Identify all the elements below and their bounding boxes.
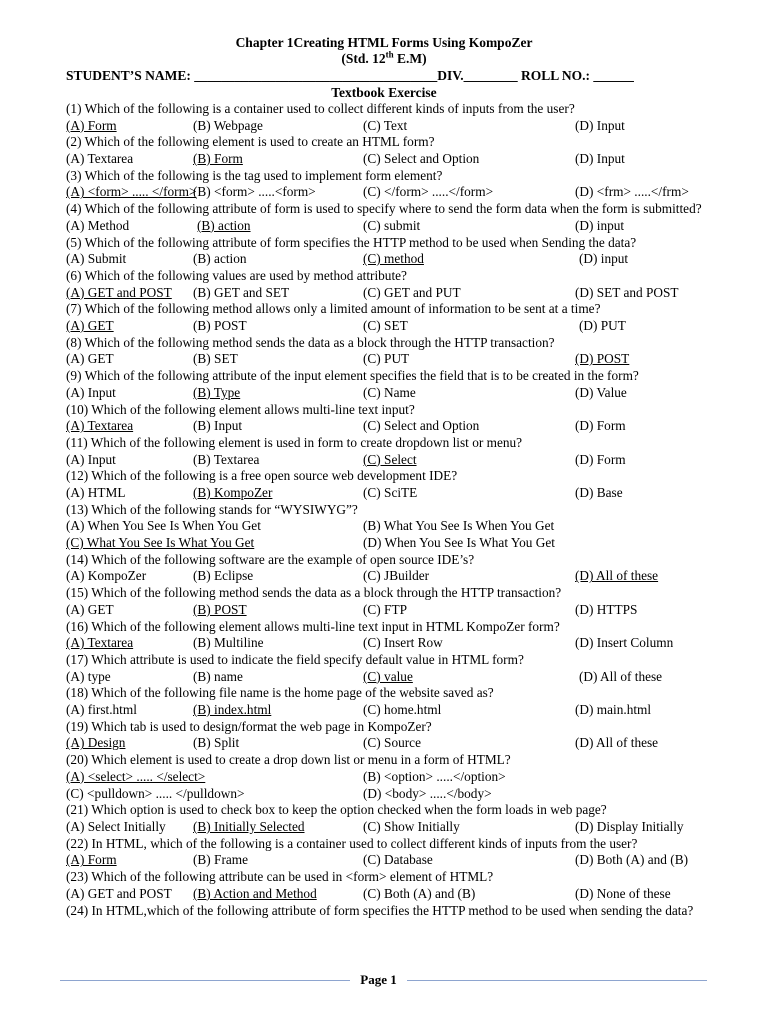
question-text: (22) In HTML, which of the following is a container used to collect different kinds of inputs from the user?	[66, 835, 638, 851]
option: (A) Design	[66, 735, 126, 751]
option: (B) action	[193, 251, 247, 267]
option: (C) Both (A) and (B)	[363, 885, 476, 901]
option: (C) Select and Option	[363, 150, 480, 166]
question-text: (23) Which of the following attribute can be used in <form> element of HTML?	[66, 869, 494, 885]
option: (D) All of these	[575, 568, 659, 584]
option: (D) input	[575, 217, 625, 233]
options-row	[66, 535, 716, 552]
option: (C) </form> .....</form>	[363, 184, 494, 200]
options-row	[66, 518, 716, 535]
option: (C) FTP	[363, 601, 407, 617]
option: (C) GET and PUT	[363, 284, 461, 300]
question-list	[66, 101, 716, 919]
option: (D) All of these	[579, 668, 663, 684]
option: (D) When You See Is What You Get	[363, 535, 555, 551]
option: (C) home.html	[363, 702, 442, 718]
option: (A) HTML	[66, 484, 126, 500]
option: (D) Insert Column	[575, 635, 674, 651]
question-text: (10) Which of the following element allows multi-line text input?	[66, 401, 415, 417]
question-text: (21) Which option is used to check box to keep the option checked when the form loads in web page?	[66, 802, 607, 818]
option: (A) <form> ..... </form>	[66, 184, 197, 200]
option: (D) <frm> .....</frm>	[575, 184, 689, 200]
question-text: (20) Which element is used to create a drop down list or menu in a form of HTML?	[66, 752, 511, 768]
options-row	[66, 735, 716, 752]
option: (A) Form	[66, 852, 117, 868]
question-text: (16) Which of the following element allows multi-line text input in HTML KompoZer form?	[66, 618, 560, 634]
page-number: Page 1	[360, 972, 397, 987]
option: (C) SET	[363, 317, 408, 333]
option: (C) Name	[363, 384, 416, 400]
option: (A) Method	[66, 217, 130, 233]
option: (B) SET	[193, 351, 238, 367]
option: (C) method	[363, 251, 424, 267]
question-text: (2) Which of the following element is used to create an HTML form?	[66, 134, 435, 150]
options-row	[66, 635, 716, 652]
option: (B) GET and SET	[193, 284, 290, 300]
option: (D) <body> .....</body>	[363, 785, 492, 801]
option: (A) GET and POST	[66, 885, 172, 901]
question-text: (19) Which tab is used to design/format the web page in KompoZer?	[66, 718, 432, 734]
option: (A) GET	[66, 351, 114, 367]
std-prefix: (Std. 12	[341, 51, 386, 66]
option: (A) type	[66, 668, 111, 684]
option: (C) submit	[363, 217, 421, 233]
question-text: (5) Which of the following attribute of form specifies the HTTP method to be used when Sending the data?	[66, 234, 637, 250]
option: (D) PUT	[579, 317, 626, 333]
options-row	[66, 568, 716, 585]
options-row	[66, 702, 716, 719]
option: (C) <pulldown> ..... </pulldown>	[66, 785, 245, 801]
option: (C) JBuilder	[363, 568, 430, 584]
option: (B) Initially Selected	[193, 819, 305, 834]
footer-rule-left	[60, 980, 350, 981]
option: (B) index.html	[193, 702, 272, 718]
option: (D) SET and POST	[575, 284, 679, 300]
option: (A) When You See Is When You Get	[66, 518, 261, 534]
option: (C) Show Initially	[363, 819, 460, 834]
option: (D) Form	[575, 451, 626, 467]
options-row	[66, 318, 716, 335]
option: (D) main.html	[575, 702, 652, 718]
footer-rule-right	[407, 980, 707, 981]
option: (B) POST	[193, 317, 247, 333]
option: (C) What You See Is What You Get	[66, 535, 255, 551]
question-text: (1) Which of the following is a container used to collect different kinds of inputs from the user?	[66, 101, 575, 116]
option: (D) Base	[575, 484, 623, 500]
option: (D) Value	[575, 384, 627, 400]
option: (B) Input	[193, 418, 243, 434]
option: (A) Textarea	[66, 150, 134, 166]
options-row	[66, 452, 716, 469]
options-row	[66, 285, 716, 302]
option: (B) action	[197, 217, 251, 233]
option: (B) What You See Is When You Get	[363, 518, 555, 534]
question-text: (6) Which of the following values are used by method attribute?	[66, 267, 407, 283]
option: (A) <select> ..... </select>	[66, 768, 206, 784]
option: (A) Form	[66, 117, 117, 133]
exercise-heading: Textbook Exercise	[331, 85, 437, 100]
option: (D) Input	[575, 117, 625, 133]
option: (D) All of these	[575, 735, 659, 751]
option: (A) GET and POST	[66, 284, 172, 300]
std-suffix: E.M)	[393, 51, 427, 66]
option: (D) input	[579, 251, 629, 267]
question-text: (3) Which of the following is the tag used to implement form element?	[66, 167, 443, 183]
question-text: (17) Which attribute is used to indicate the field specify default value in HTML form?	[66, 652, 524, 668]
option: (D) POST	[575, 351, 630, 367]
option: (C) Source	[363, 735, 421, 751]
question-text: (12) Which of the following is a free open source web development IDE?	[66, 468, 458, 484]
option: (C) Select and Option	[363, 418, 480, 434]
options-row	[66, 769, 716, 786]
option: (C) PUT	[363, 351, 410, 367]
options-row	[66, 418, 716, 435]
option: (D) Both (A) and (B)	[575, 852, 688, 868]
options-row	[66, 251, 716, 268]
option: (D) Form	[575, 418, 626, 434]
option: (A) KompoZer	[66, 568, 147, 584]
option: (B) Webpage	[193, 117, 263, 133]
question-text: (8) Which of the following method sends the data as a block through the HTTP transaction?	[66, 334, 555, 350]
option: (C) Database	[363, 852, 433, 868]
option: (B) Type	[193, 384, 241, 400]
question-text: (14) Which of the following software are the example of open source IDE’s?	[66, 551, 475, 567]
question-text: (18) Which of the following file name is the home page of the website saved as?	[66, 685, 494, 701]
options-row	[66, 786, 716, 803]
std-superscript: th	[385, 49, 394, 60]
options-row	[66, 669, 716, 686]
student-info-line: STUDENT’S NAME: ____________________________________DIV.________ ROLL NO.: ______	[66, 68, 634, 83]
options-row	[66, 485, 716, 502]
option: (A) first.html	[66, 702, 137, 718]
options-row	[66, 351, 716, 368]
question-text: (11) Which of the following element is used in form to create dropdown list or menu?	[66, 434, 523, 450]
options-row	[66, 886, 716, 903]
option: (A) Textarea	[66, 418, 134, 434]
options-row	[66, 385, 716, 402]
question-text: (15) Which of the following method sends the data as a block through the HTTP transaction?	[66, 585, 562, 601]
option: (A) Textarea	[66, 635, 134, 651]
option: (B) name	[193, 668, 243, 684]
option: (B) Action and Method	[193, 885, 317, 901]
options-row	[66, 218, 716, 235]
option: (B) Form	[193, 150, 243, 166]
option: (B) <option> .....</option>	[363, 768, 506, 784]
options-row	[66, 151, 716, 168]
option: (B) Split	[193, 735, 240, 751]
option: (A) Select Initially	[66, 819, 166, 834]
option: (B) POST	[193, 601, 247, 617]
options-row	[66, 118, 716, 135]
option: (B) Multiline	[193, 635, 264, 651]
option: (C) value	[363, 668, 413, 684]
option: (D) Display Initially	[575, 819, 684, 834]
option: (B) Textarea	[193, 451, 260, 467]
option: (D) Input	[575, 150, 625, 166]
standard-line	[0, 51, 768, 67]
option: (C) Select	[363, 451, 417, 467]
option: (A) Input	[66, 451, 116, 467]
options-row	[66, 184, 716, 201]
option: (C) SciTE	[363, 484, 418, 500]
option: (D) HTTPS	[575, 601, 638, 617]
option: (C) Insert Row	[363, 635, 443, 651]
options-row	[66, 852, 716, 869]
option: (B) Frame	[193, 852, 249, 868]
question-text: (9) Which of the following attribute of the input element specifies the field that is to be created in the form?	[66, 368, 639, 384]
option: (C) Text	[363, 117, 408, 133]
option: (B) Eclipse	[193, 568, 254, 584]
page-title: Chapter 1Creating HTML Forms Using KompoZer	[235, 35, 533, 50]
option: (A) Input	[66, 384, 116, 400]
question-text: (4) Which of the following attribute of form is used to specify where to send the form data when the form is submitted?	[66, 201, 702, 217]
option: (A) GET	[66, 601, 114, 617]
option: (B) <form> .....<form>	[193, 184, 316, 200]
option: (A) Submit	[66, 251, 127, 267]
option: (B) KompoZer	[193, 484, 273, 500]
options-row	[66, 819, 716, 836]
option: (A) GET	[66, 317, 114, 333]
options-row	[66, 602, 716, 619]
question-text: (24) In HTML,which of the following attribute of form specifies the HTTP method to be used when sending the data?	[66, 902, 694, 918]
question-text: (7) Which of the following method allows only a limited amount of information to be sent at a time?	[66, 301, 601, 317]
option: (D) None of these	[575, 885, 671, 901]
question-text: (13) Which of the following stands for “WYSIWYG”?	[66, 501, 358, 517]
